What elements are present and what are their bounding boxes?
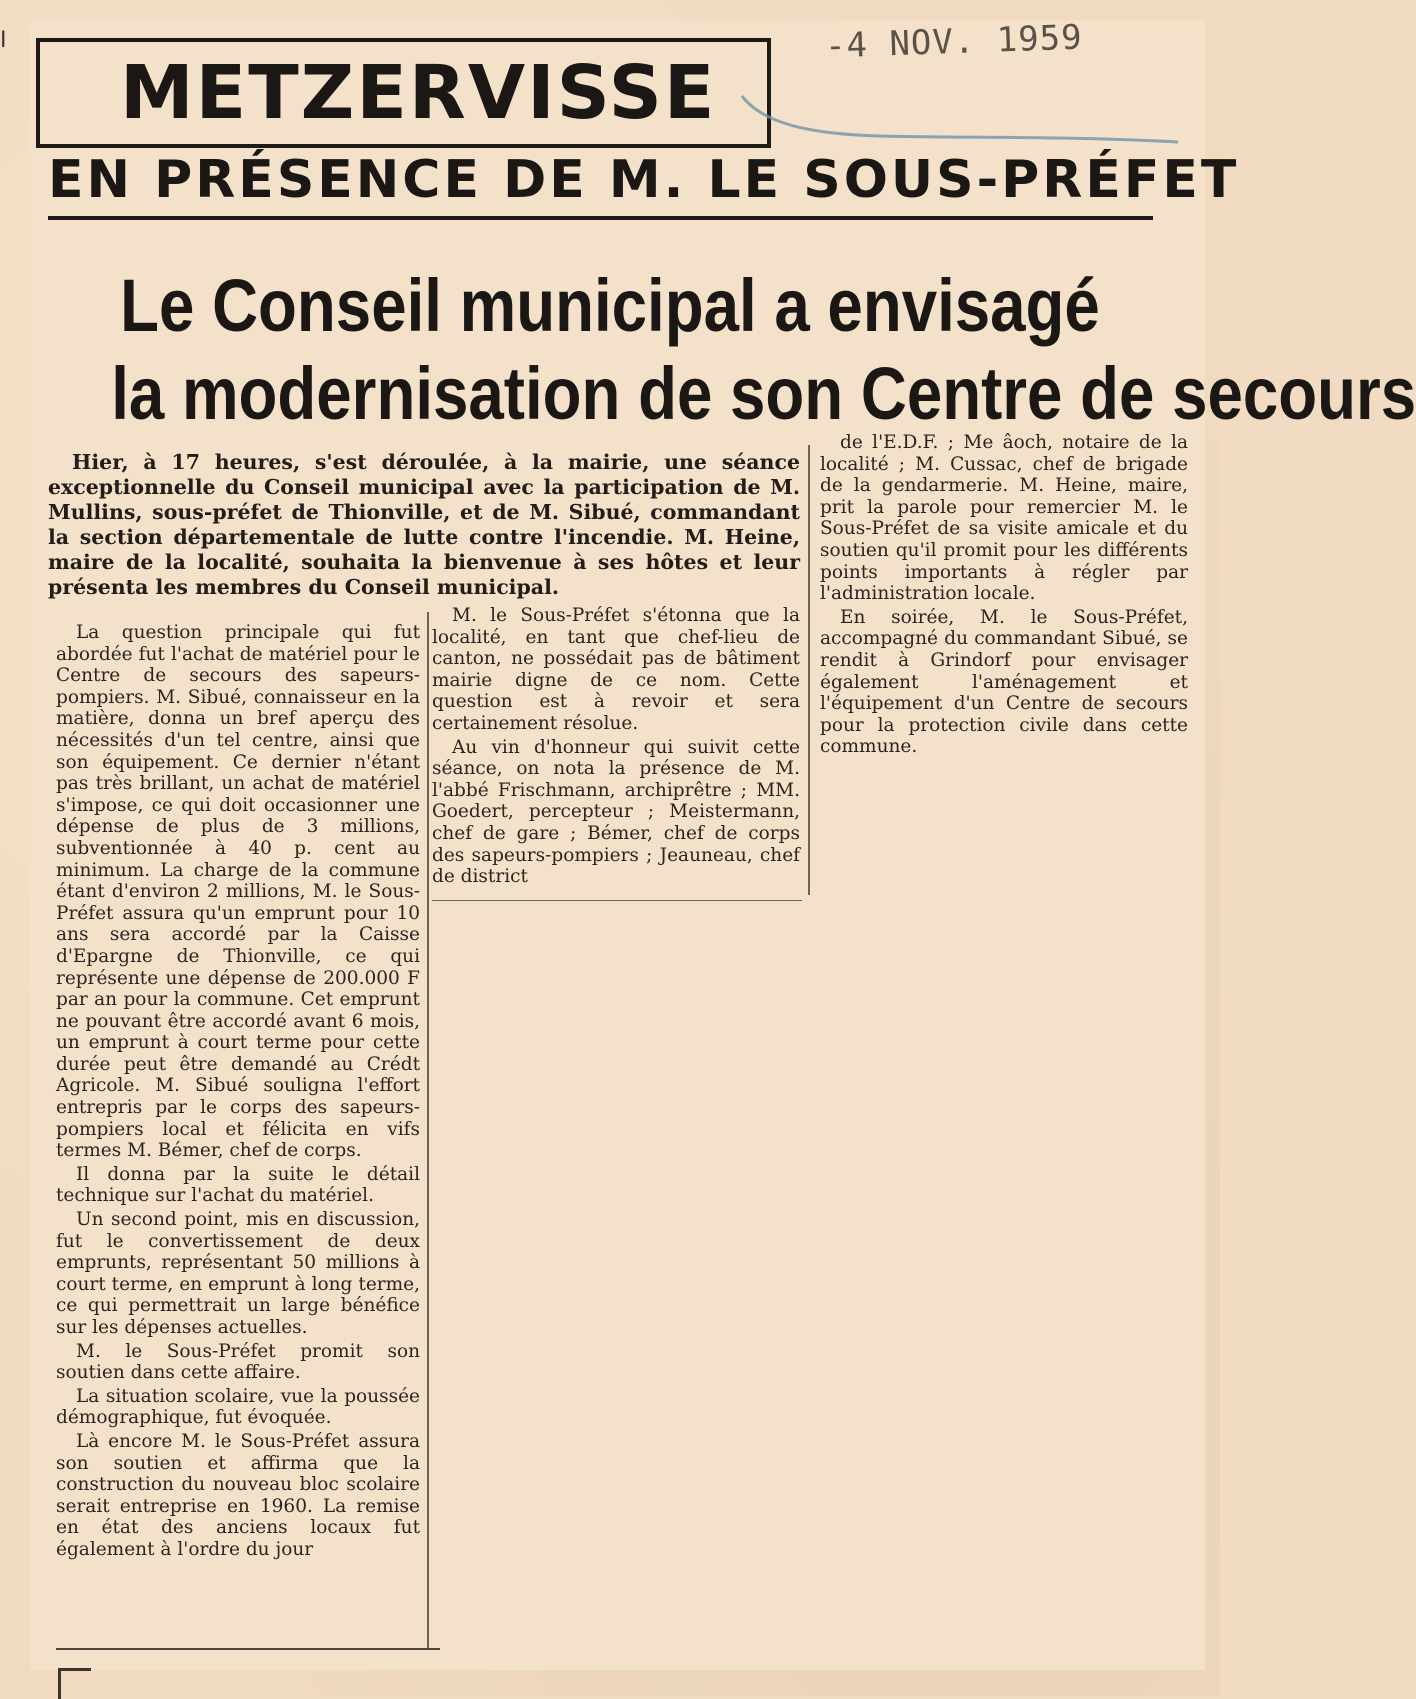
paragraph: Au vin d'honneur qui suivit cette séance, on nota la présence de M. l'abbé Frischmann, archiprêtre ; MM. Goedert, percepteur ; Meistermann, chef de gare ; Bémer, chef de corps des sapeurs-pompiers ; Jeauneau, chef de district bbox=[432, 736, 800, 888]
edge-mark: I bbox=[0, 28, 7, 53]
lede-paragraph: Hier, à 17 heures, s'est déroulée, à la mairie, une séance exceptionnelle du Conseil municipal avec la participation de M. Mullins, sous-préfet de Thionville, et de M. Sibué, commandant la section départementale de lutte contre l'incendie. M. Heine, maire de la localité, souhaita la bienvenue à ses hôtes et leur présenta les membres du Conseil municipal. bbox=[48, 450, 800, 599]
headline-line-1: Le Conseil municipal a envisagé bbox=[120, 264, 1100, 347]
paragraph: de l'E.D.F. ; Me âoch, notaire de la localité ; M. Cussac, chef de brigade de la gendarmerie. M. Heine, maire, prit la parole pour remercier M. le Sous-Préfet de sa visite amicale et du soutien qu'il promit pour les différents points importants à régler par l'administration locale. bbox=[820, 432, 1188, 605]
bottom-rule bbox=[56, 1648, 440, 1650]
paragraph: Il donna par la suite le détail technique sur l'achat du matériel. bbox=[56, 1163, 420, 1207]
column-rule bbox=[808, 445, 810, 895]
paragraph: La question principale qui fut abordée fut l'achat de matériel pour le Centre de secours des sapeurs-pompiers. M. Sibué, connaisseur en la matière, donna un bref aperçu des nécessités d'un tel centre, ainsi que son équipement. Ce dernier n'étant pas très brillant, un achat de matériel s'impose, ce qui doit occasionner une dépense de plus de 3 millions, subventionnée à 40 p. cent au minimum. La charge de la commune étant d'environ 2 millions, M. le Sous-Préfet assura qu'un emprunt pour 10 ans sera accordé par la Caisse d'Epargne de Thionville, ce qui représente une dépense de 200.000 F par an pour la commune. Cet emprunt ne pouvant être accordé avant 6 mois, un emprunt à court terme pour cette durée peut être demandé au Crédt Agricole. M. Sibué souligna l'effort entrepris par le corps des sapeurs-pompiers local et félicita en vifs termes M. Bémer, chef de corps. bbox=[56, 622, 420, 1162]
date-stamp: -4 NOV. 1959 bbox=[824, 17, 1084, 67]
paragraph: M. le Sous-Préfet s'étonna que la localité, en tant que chef-lieu de canton, ne possédait pas de bâtiment mairie digne de ce nom. Cette question est à revoir et sera certainement résolue. bbox=[432, 605, 800, 734]
paragraph: En soirée, M. le Sous-Préfet, accompagné du commandant Sibué, se rendit à Grindorf pour envisager également l'aménagement et l'équipement d'un Centre de secours pour la protection civile dans cette commune. bbox=[820, 606, 1188, 758]
column-rule bbox=[427, 612, 429, 1648]
ink-pen-stroke bbox=[740, 90, 1180, 150]
article-column-2 bbox=[432, 605, 800, 890]
kicker-heading: EN PRÉSENCE DE M. LE SOUS-PRÉFET bbox=[48, 150, 1153, 220]
headline-line-2: la modernisation de son Centre de secours bbox=[111, 352, 1416, 435]
paragraph: Un second point, mis en discussion, fut le convertissement de deux emprunts, représentant 50 millions à court terme, en emprunt à long terme, ce qui permettrait un large bénéfice sur les dépenses actuelles. bbox=[56, 1209, 420, 1338]
headline bbox=[111, 262, 1416, 438]
paragraph: Là encore M. le Sous-Préfet assura son soutien et affirma que la construction du nouveau bloc scolaire serait entreprise en 1960. La remise en état des anciens locaux fut également à l'ordre du jour bbox=[56, 1430, 420, 1560]
column-end-rule bbox=[432, 900, 802, 901]
corner-bracket bbox=[58, 1668, 91, 1699]
article-column-3 bbox=[820, 432, 1188, 760]
town-title-box bbox=[36, 38, 771, 148]
paragraph: M. le Sous-Préfet promit son soutien dans cette affaire. bbox=[56, 1340, 420, 1384]
paragraph: La situation scolaire, vue la poussée démographique, fut évoquée. bbox=[56, 1385, 420, 1429]
article-column-1 bbox=[56, 622, 420, 1563]
town-title: METZERVISSE bbox=[120, 50, 717, 136]
